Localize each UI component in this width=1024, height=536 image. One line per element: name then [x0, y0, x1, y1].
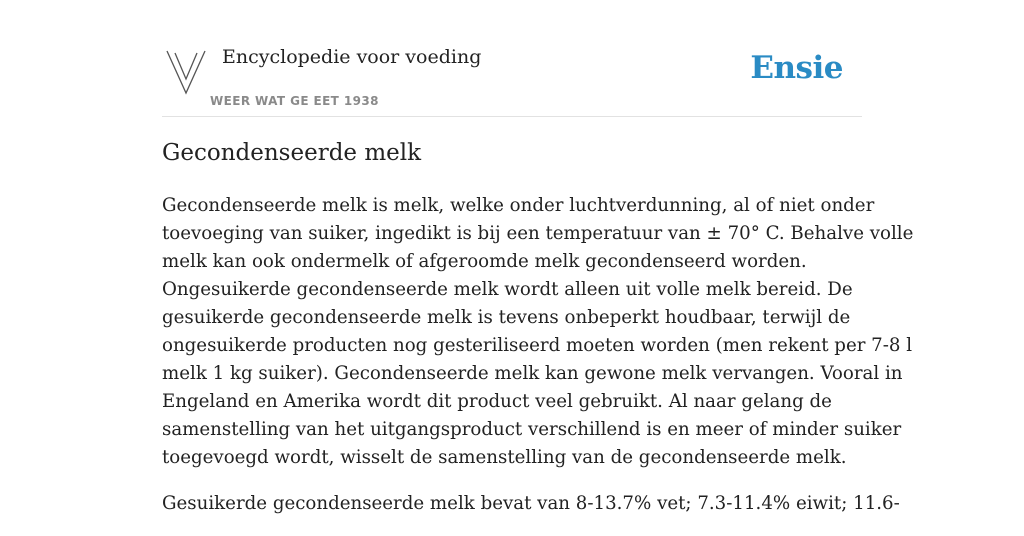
- text-line: Gecondenseerde melk is melk, welke onder luchtverdunning, al of niet onder: [162, 195, 875, 216]
- v-logo-icon[interactable]: [165, 49, 207, 95]
- brand-logo[interactable]: Ensie: [750, 50, 843, 86]
- text-line: Ongesuikerde gecondenseerde melk wordt alleen uit volle melk bereid. De: [162, 279, 853, 300]
- paragraph-1: [162, 192, 914, 472]
- text-line: samenstelling van het uitgangsproduct verschillend is en meer of minder suiker: [162, 419, 902, 440]
- text-line: toegevoegd wordt, wisselt de samenstelling van de gecondenseerde melk.: [162, 447, 847, 468]
- text-line: melk 1 kg suiker). Gecondenseerde melk kan gewone melk vervangen. Vooral in: [162, 363, 903, 384]
- book-title[interactable]: Encyclopedie voor voeding: [222, 46, 482, 68]
- text-line: ongesuikerde producten nog gesteriliseerd moeten worden (men rekent per 7-8 l: [162, 335, 913, 356]
- header: [162, 0, 862, 117]
- text-line: gesuikerde gecondenseerde melk is tevens onbeperkt houdbaar, terwijl de: [162, 307, 851, 328]
- book-subtitle: WEER WAT GE EET 1938: [210, 94, 379, 108]
- paragraph-2: [162, 490, 900, 518]
- page-container: [162, 0, 914, 514]
- page-title: Gecondenseerde melk: [162, 140, 422, 166]
- text-line: melk kan ook ondermelk of afgeroomde melk gecondenseerd worden.: [162, 251, 807, 272]
- article-body: [162, 192, 914, 536]
- text-line: Gesuikerde gecondenseerde melk bevat van 8-13.7% vet; 7.3-11.4% eiwit; 11.6-: [162, 493, 900, 514]
- text-line: Engeland en Amerika wordt dit product veel gebruikt. Al naar gelang de: [162, 391, 832, 412]
- text-line: toevoeging van suiker, ingedikt is bij een temperatuur van ± 70° C. Behalve volle: [162, 223, 914, 244]
